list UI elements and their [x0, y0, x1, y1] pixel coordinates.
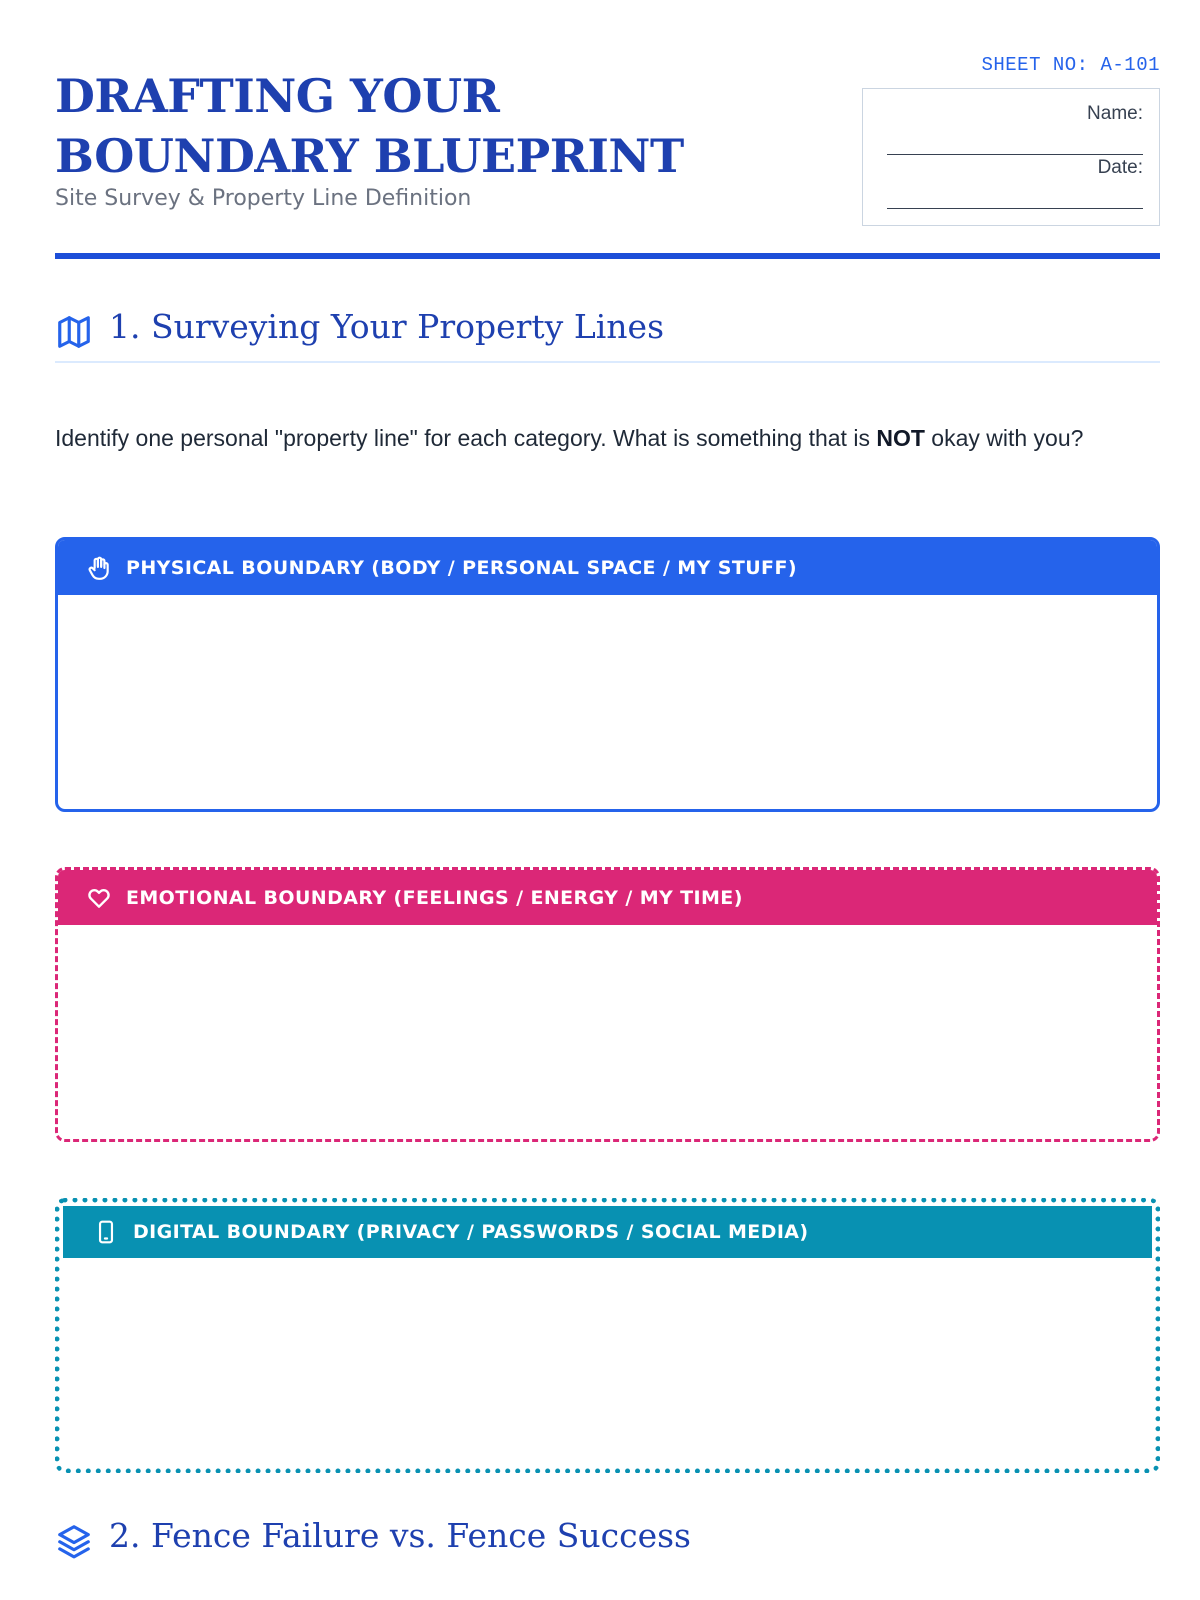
digital-boundary-box — [55, 1198, 1160, 1473]
name-label: Name: — [1087, 103, 1143, 124]
intro-text-end: okay with you? — [924, 425, 1084, 451]
digital-boundary-label: DIGITAL BOUNDARY (PRIVACY / PASSWORDS / SOCIAL MEDIA) — [133, 1221, 809, 1243]
section-1-heading — [55, 303, 1160, 363]
page-title: DRAFTING YOUR BOUNDARY BLUEPRINT — [55, 69, 684, 183]
date-row — [879, 155, 1143, 209]
emotional-boundary-header — [58, 870, 1157, 925]
worksheet-page — [55, 0, 1160, 1600]
date-label: Date: — [1097, 157, 1143, 178]
section-1-title: 1. Surveying Your Property Lines — [109, 307, 665, 346]
header-divider — [55, 253, 1160, 259]
intro-text: Identify one personal "property line" for each category. What is something that is — [55, 425, 877, 451]
name-date-box — [862, 88, 1160, 226]
page-subtitle: Site Survey & Property Line Definition — [55, 186, 472, 211]
intro-emphasis: NOT — [876, 425, 925, 451]
phone-icon — [93, 1219, 119, 1245]
digital-boundary-answer-area[interactable] — [60, 1258, 1155, 1468]
physical-boundary-header — [58, 540, 1157, 595]
physical-boundary-label: PHYSICAL BOUNDARY (BODY / PERSONAL SPACE / MY STUFF) — [126, 556, 797, 579]
physical-boundary-answer-area[interactable] — [58, 595, 1157, 809]
section-2-heading — [55, 1512, 1160, 1572]
date-field[interactable] — [887, 181, 1143, 209]
section-1-instructions — [55, 418, 1160, 458]
section-2-title: 2. Fence Failure vs. Fence Success — [109, 1516, 691, 1555]
sheet-number: SHEET NO: A-101 — [981, 54, 1160, 76]
emotional-boundary-box — [55, 867, 1160, 1142]
emotional-boundary-answer-area[interactable] — [58, 925, 1157, 1139]
name-row — [879, 101, 1143, 155]
emotional-boundary-label: EMOTIONAL BOUNDARY (FEELINGS / ENERGY / MY TIME) — [126, 886, 743, 909]
physical-boundary-box — [55, 537, 1160, 812]
digital-boundary-header — [63, 1206, 1152, 1258]
name-field[interactable] — [887, 127, 1143, 155]
hand-icon — [86, 555, 112, 581]
layers-icon — [55, 1522, 93, 1560]
header — [55, 0, 1160, 260]
heart-icon — [86, 885, 112, 911]
map-icon — [55, 313, 93, 351]
